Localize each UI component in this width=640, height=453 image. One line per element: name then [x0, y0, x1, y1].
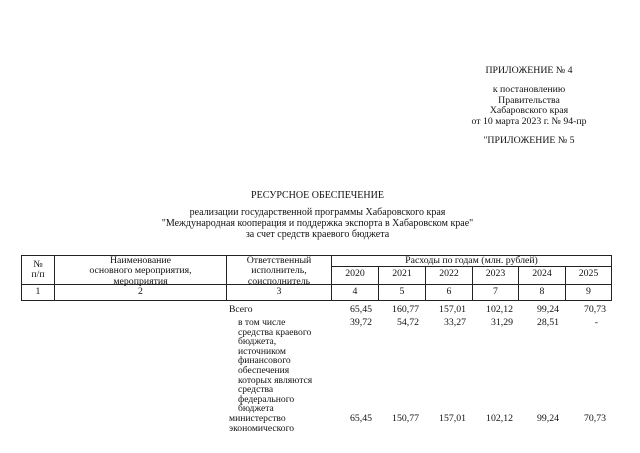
table-cell: 33,27 [443, 317, 466, 328]
header-name: Наименование основного мероприятия, мероприятия [89, 255, 192, 287]
appendix-number: ПРИЛОЖЕНИЕ № 4 [485, 65, 573, 76]
table-cell: 31,29 [490, 317, 513, 328]
row-label-ministry: министерство экономического [229, 413, 295, 434]
document-title: РЕСУРСНОЕ ОБЕСПЕЧЕНИЕ [251, 190, 384, 201]
table-cell: - [594, 317, 598, 328]
header-year: 2022 [439, 268, 459, 279]
title-line: реализации государственной программы Хабаровского края [189, 207, 446, 218]
column-number: 8 [539, 286, 545, 297]
header-year: 2025 [578, 268, 599, 279]
appendix-line: от 10 марта 2023 г. № 94-пр [471, 116, 587, 128]
table-cell: 28,51 [536, 317, 559, 328]
appendix-line: Хабаровского края [489, 105, 569, 117]
appendix-line: к постановлению [492, 83, 566, 95]
title-line: за счет средств краевого бюджета [245, 229, 390, 240]
column-number-row-line [21, 300, 612, 301]
header-number: № п/п [31, 259, 45, 281]
table-cell: 54,72 [396, 317, 419, 328]
table-cell: 150,77 [392, 413, 419, 424]
column-number: 5 [399, 286, 405, 297]
row-label-regional-funds: в том числе средства краевого бюджета, источником финансового обеспечения которых являются средства федерального бюджета [238, 317, 313, 415]
column-number: 4 [352, 286, 358, 297]
table-cell: 70,73 [583, 304, 606, 315]
appendix-line: Правительства [498, 94, 560, 106]
column-number: 1 [35, 286, 41, 297]
table-cell: 157,01 [439, 413, 466, 424]
column-number: 2 [138, 286, 143, 297]
table-border-right [611, 255, 612, 300]
header-year: 2020 [345, 268, 365, 279]
appendix-header [455, 66, 603, 147]
column-number: 9 [586, 286, 591, 297]
table-cell: 99,24 [536, 413, 559, 424]
column-number: 7 [493, 286, 498, 297]
header-executor: Ответственный исполнитель, соисполнитель [246, 255, 312, 287]
header-year: 2021 [392, 268, 412, 279]
column-number: 6 [446, 286, 452, 297]
table-cell: 99,24 [536, 304, 559, 315]
header-expenses: Расходы по годам (млн. рублей) [405, 255, 538, 266]
appendix-reference: "ПРИЛОЖЕНИЕ № 5 [483, 134, 575, 146]
table-cell: 65,45 [349, 304, 372, 315]
table-cell: 160,77 [392, 304, 419, 315]
column-number: 3 [276, 286, 282, 297]
table-cell: 157,01 [439, 304, 466, 315]
header-year: 2024 [532, 268, 552, 279]
row-label-total: Всего [229, 304, 253, 315]
table-cell: 65,45 [349, 413, 372, 424]
table-cell: 102,12 [486, 304, 513, 315]
table-cell: 70,73 [583, 413, 606, 424]
title-block [130, 190, 505, 240]
table-cell: 102,12 [486, 413, 513, 424]
table-cell: 39,72 [349, 317, 372, 328]
title-line: "Международная кооперация и поддержка экспорта в Хабаровском крае" [161, 218, 474, 229]
header-year: 2023 [485, 268, 506, 279]
